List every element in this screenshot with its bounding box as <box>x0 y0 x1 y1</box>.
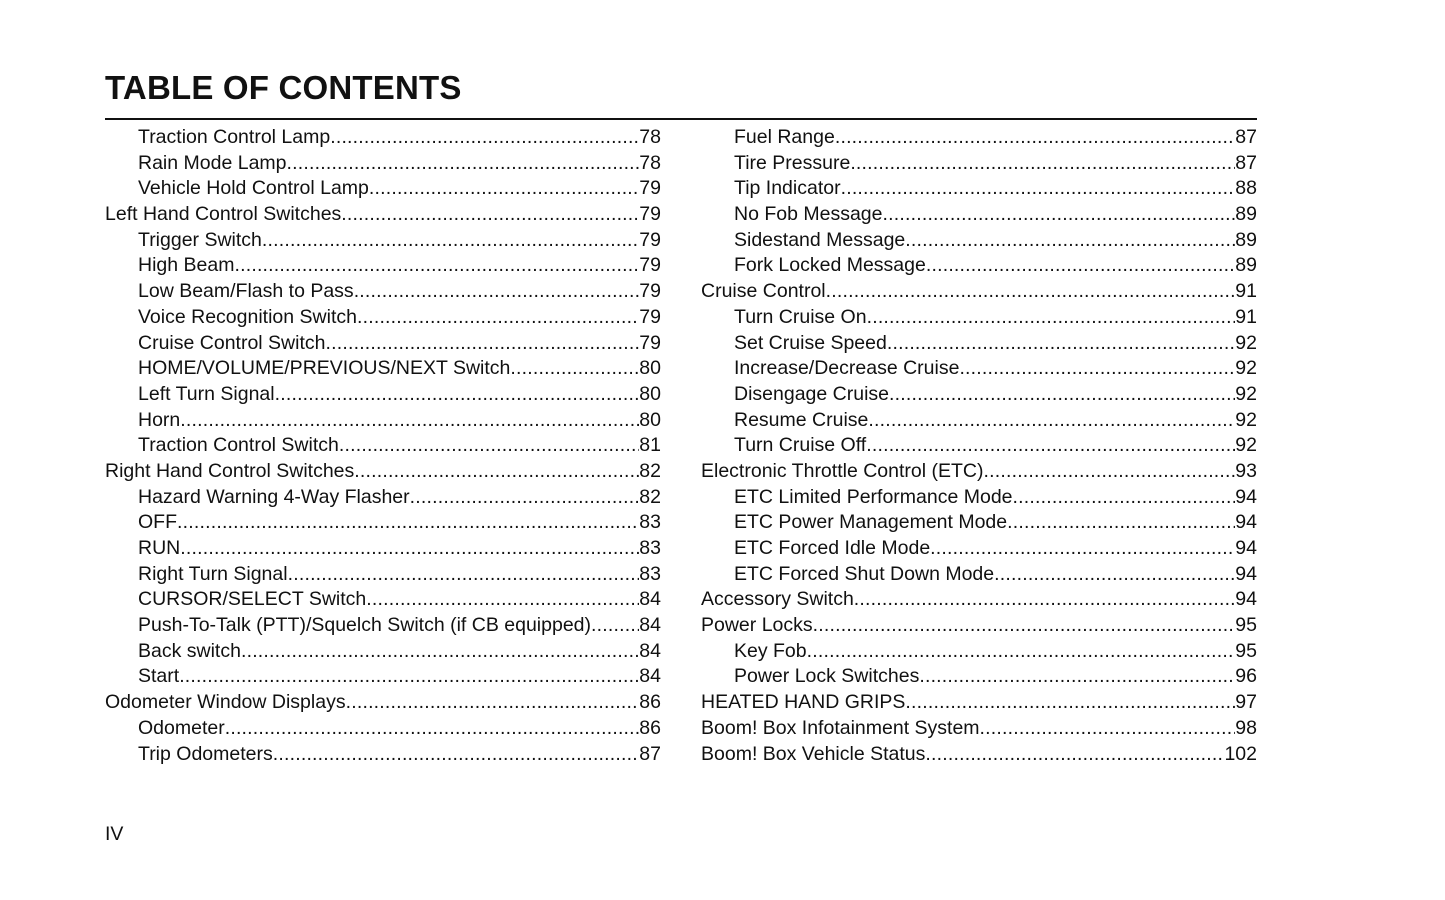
toc-entry[interactable] <box>105 408 661 434</box>
toc-entry[interactable] <box>105 562 661 588</box>
toc-entry-title: Voice Recognition Switch <box>138 305 357 328</box>
toc-entry[interactable] <box>105 485 661 511</box>
toc-entry[interactable] <box>701 202 1257 228</box>
toc-column-right <box>701 125 1257 767</box>
dot-leader <box>1007 510 1235 536</box>
dot-leader <box>866 433 1235 459</box>
toc-entry[interactable] <box>105 690 661 716</box>
toc-entry-page: 87 <box>639 742 661 765</box>
toc-entry-page: 79 <box>639 331 661 354</box>
toc-entry-page: 94 <box>1235 537 1257 559</box>
toc-entry-title: Turn Cruise Off <box>734 434 867 457</box>
toc-entry[interactable] <box>701 228 1257 254</box>
toc-entry-page: 94 <box>1235 485 1257 508</box>
toc-entry[interactable] <box>701 510 1257 536</box>
toc-entry[interactable] <box>701 356 1257 382</box>
toc-entry-title: Boom! Box Infotainment System <box>701 716 980 739</box>
dot-leader <box>813 613 1236 639</box>
toc-entry-page: 98 <box>1235 716 1257 739</box>
toc-entry-title: CURSOR/SELECT Switch <box>138 588 367 611</box>
toc-entry-title: Right Hand Control Switches <box>105 459 355 482</box>
toc-entry-page: 80 <box>639 408 661 431</box>
toc-entry[interactable] <box>701 664 1257 690</box>
dot-leader <box>180 408 639 434</box>
toc-entry-title: Disengage Cruise <box>734 382 890 405</box>
dot-leader <box>287 151 640 177</box>
toc-entry-page: 91 <box>1235 305 1257 328</box>
dot-leader <box>807 639 1236 665</box>
toc-entry[interactable] <box>105 459 661 485</box>
toc-entry-page: 82 <box>639 459 661 482</box>
dot-leader <box>410 485 640 511</box>
toc-entry-page: 102 <box>1224 742 1257 765</box>
toc-entry-page: 95 <box>1235 639 1257 662</box>
dot-leader <box>826 279 1236 305</box>
toc-entry-page: 79 <box>639 203 661 226</box>
toc-entry[interactable] <box>105 587 661 613</box>
toc-entry-page: 92 <box>1235 357 1257 380</box>
toc-entry-page: 95 <box>1235 614 1257 637</box>
dot-leader <box>179 664 639 690</box>
toc-entry-title: Odometer <box>138 716 225 739</box>
toc-entry-title: Horn <box>138 408 181 431</box>
dot-leader <box>1013 485 1236 511</box>
dot-leader <box>354 459 639 485</box>
toc-entry-page: 87 <box>1235 126 1257 148</box>
toc-entry-title: Traction Control Lamp <box>138 126 331 148</box>
toc-entry[interactable] <box>105 664 661 690</box>
toc-entry-title: Accessory Switch <box>701 588 854 611</box>
toc-entry-title: Set Cruise Speed <box>734 331 887 354</box>
toc-entry[interactable] <box>105 613 661 639</box>
toc-entry[interactable] <box>701 562 1257 588</box>
toc-entry-title: Left Hand Control Switches <box>105 203 342 226</box>
toc-entry-title: Power Locks <box>701 614 813 637</box>
dot-leader <box>854 587 1236 613</box>
toc-entry-title: High Beam <box>138 254 235 277</box>
toc-entry-title: Push-To-Talk (PTT)/Squelch Switch (if CB equipped) <box>138 614 592 637</box>
toc-entry[interactable] <box>105 202 661 228</box>
toc-entry[interactable] <box>105 382 661 408</box>
dot-leader <box>905 228 1235 254</box>
toc-entry[interactable] <box>701 279 1257 305</box>
toc-entry[interactable] <box>701 305 1257 331</box>
dot-leader <box>288 562 640 588</box>
toc-entry-page: 89 <box>1235 203 1257 226</box>
dot-leader <box>234 253 639 279</box>
toc-entry-page: 79 <box>639 280 661 303</box>
dot-leader <box>889 382 1235 408</box>
dot-leader <box>887 331 1235 357</box>
dot-leader <box>177 510 639 536</box>
header-divider <box>105 118 1257 120</box>
toc-entry-title: Odometer Window Displays <box>105 691 346 714</box>
dot-leader <box>835 125 1235 151</box>
dot-leader <box>925 742 1224 768</box>
toc-entry-page: 80 <box>639 357 661 380</box>
toc-entry-title: HOME/VOLUME/PREVIOUS/NEXT Switch <box>138 357 511 380</box>
toc-entry[interactable] <box>701 536 1257 562</box>
toc-entry-page: 83 <box>639 537 661 559</box>
toc-entry-page: 92 <box>1235 382 1257 405</box>
toc-entry[interactable] <box>105 716 661 742</box>
page-number: IV <box>105 823 124 845</box>
toc-entry-page: 79 <box>639 305 661 328</box>
dot-leader <box>366 587 639 613</box>
dot-leader <box>980 716 1236 742</box>
toc-entry-page: 84 <box>639 639 661 662</box>
toc-entry[interactable] <box>701 716 1257 742</box>
toc-entry-page: 80 <box>639 382 661 405</box>
toc-entry-title: Resume Cruise <box>734 408 869 431</box>
toc-entry[interactable] <box>105 331 661 357</box>
dot-leader <box>225 716 640 742</box>
toc-entry-title: Trip Odometers <box>138 742 273 765</box>
toc-entry[interactable] <box>701 459 1257 485</box>
toc-entry-page: 92 <box>1235 434 1257 457</box>
toc-entry-page: 82 <box>639 485 661 508</box>
toc-entry-title: Back switch <box>138 639 241 662</box>
toc-entry-page: 79 <box>639 177 661 200</box>
toc-entry-title: RUN <box>138 537 181 559</box>
toc-entry[interactable] <box>105 510 661 536</box>
toc-entry[interactable] <box>105 356 661 382</box>
dot-leader <box>241 639 639 665</box>
dot-leader <box>273 742 640 768</box>
toc-entry[interactable] <box>105 279 661 305</box>
dot-leader <box>357 305 639 331</box>
toc-entry-title: Trigger Switch <box>138 228 262 251</box>
dot-leader <box>883 202 1236 228</box>
toc-entry-title: Low Beam/Flash to Pass <box>138 280 354 303</box>
toc-entry-page: 83 <box>639 562 661 585</box>
toc-entry[interactable] <box>701 485 1257 511</box>
toc-entry-title: Boom! Box Vehicle Status <box>701 742 926 765</box>
toc-entry-page: 79 <box>639 254 661 277</box>
toc-entry-title: No Fob Message <box>734 203 883 226</box>
toc-entry-title: ETC Forced Shut Down Mode <box>734 562 995 585</box>
toc-entry[interactable] <box>105 536 661 562</box>
dot-leader <box>868 408 1235 434</box>
toc-entry-page: 84 <box>639 588 661 611</box>
toc-entry-page: 84 <box>639 614 661 637</box>
dot-leader <box>330 125 639 151</box>
toc-entry[interactable] <box>701 151 1257 177</box>
toc-entry-title: Right Turn Signal <box>138 562 288 585</box>
toc-entry-page: 79 <box>639 228 661 251</box>
toc-entry[interactable] <box>701 176 1257 202</box>
dot-leader <box>591 613 639 639</box>
dot-leader <box>926 253 1235 279</box>
toc-entry-title: Tire Pressure <box>734 151 851 174</box>
toc-entry[interactable] <box>701 331 1257 357</box>
toc-entry-title: Turn Cruise On <box>734 305 867 328</box>
dot-leader <box>346 690 640 716</box>
dot-leader <box>262 228 639 254</box>
toc-entry[interactable] <box>105 639 661 665</box>
toc-entry-title: Sidestand Message <box>734 228 906 251</box>
toc-entry-title: Increase/Decrease Cruise <box>734 357 960 380</box>
toc-entry-title: Hazard Warning 4-Way Flasher <box>138 485 410 508</box>
toc-entry[interactable] <box>701 408 1257 434</box>
dot-leader <box>341 202 639 228</box>
toc-entry-page: 89 <box>1235 254 1257 277</box>
toc-entry-title: Left Turn Signal <box>138 382 275 405</box>
toc-entry-title: Cruise Control Switch <box>138 331 326 354</box>
toc-entry-title: Fork Locked Message <box>734 254 926 277</box>
dot-leader <box>354 279 640 305</box>
dot-leader <box>959 356 1235 382</box>
toc-entry-page: 92 <box>1235 408 1257 431</box>
dot-leader <box>510 356 639 382</box>
dot-leader <box>930 536 1235 562</box>
toc-entry-page: 84 <box>639 665 661 688</box>
toc-entry-page: 87 <box>1235 151 1257 174</box>
toc-entry-title: Rain Mode Lamp <box>138 151 287 174</box>
toc-entry[interactable] <box>701 587 1257 613</box>
toc-entry[interactable] <box>105 433 661 459</box>
toc-entry-page: 78 <box>639 151 661 174</box>
toc-entry[interactable] <box>701 690 1257 716</box>
dot-leader <box>994 562 1235 588</box>
toc-entry-title: Power Lock Switches <box>734 665 920 688</box>
toc-entry[interactable] <box>105 151 661 177</box>
dot-leader <box>325 331 639 357</box>
dot-leader <box>919 664 1235 690</box>
toc-column-left <box>105 125 661 767</box>
toc-entry[interactable] <box>701 433 1257 459</box>
toc-entry[interactable] <box>701 639 1257 665</box>
dot-leader <box>369 176 639 202</box>
toc-entry-title: Vehicle Hold Control Lamp <box>138 177 369 200</box>
toc-entry[interactable] <box>701 742 1257 768</box>
toc-entry-title: HEATED HAND GRIPS <box>701 691 906 714</box>
toc-entry-title: OFF <box>138 511 177 534</box>
toc-entry-page: 94 <box>1235 511 1257 534</box>
toc-entry-title: Start <box>138 665 180 688</box>
toc-entry-page: 78 <box>639 126 661 148</box>
toc-entry[interactable] <box>105 305 661 331</box>
toc-entry-title: Key Fob <box>734 639 807 662</box>
toc-entry[interactable] <box>701 382 1257 408</box>
toc-entry[interactable] <box>105 176 661 202</box>
toc-entry-page: 97 <box>1235 691 1257 714</box>
dot-leader <box>275 382 640 408</box>
dot-leader <box>983 459 1235 485</box>
dot-leader <box>850 151 1235 177</box>
toc-entry-page: 94 <box>1235 588 1257 611</box>
toc-entry-page: 86 <box>639 691 661 714</box>
toc-entry-page: 96 <box>1235 665 1257 688</box>
toc-entry-title: Traction Control Switch <box>138 434 339 457</box>
toc-entry-page: 88 <box>1235 177 1257 200</box>
dot-leader <box>841 176 1236 202</box>
page-title: TABLE OF CONTENTS <box>105 69 462 106</box>
toc-entry[interactable] <box>105 125 661 151</box>
toc-entry-page: 92 <box>1235 331 1257 354</box>
toc-entry-title: ETC Forced Idle Mode <box>734 537 931 559</box>
toc-entry[interactable] <box>701 613 1257 639</box>
dot-leader <box>905 690 1235 716</box>
toc-entry-page: 91 <box>1235 280 1257 303</box>
toc-entry-title: Electronic Throttle Control (ETC) <box>701 459 984 482</box>
toc-entry-title: ETC Power Management Mode <box>734 511 1008 534</box>
toc-entry[interactable] <box>105 742 661 768</box>
toc-entry-page: 93 <box>1235 459 1257 482</box>
toc-entry-page: 89 <box>1235 228 1257 251</box>
dot-leader <box>180 536 639 562</box>
toc-entry-title: Cruise Control <box>701 280 826 303</box>
toc-entry-page: 94 <box>1235 562 1257 585</box>
toc-entry-page: 81 <box>639 434 661 457</box>
toc-entry-title: Tip Indicator <box>734 177 841 200</box>
toc-entry[interactable] <box>701 253 1257 279</box>
toc-entry-title: Fuel Range <box>734 126 835 148</box>
toc-entry-page: 83 <box>639 511 661 534</box>
toc-entry[interactable] <box>701 125 1257 151</box>
dot-leader <box>867 305 1236 331</box>
toc-entry-page: 86 <box>639 716 661 739</box>
dot-leader <box>339 433 639 459</box>
toc-entry-title: ETC Limited Performance Mode <box>734 485 1013 508</box>
toc-entry[interactable] <box>105 253 661 279</box>
toc-entry[interactable] <box>105 228 661 254</box>
